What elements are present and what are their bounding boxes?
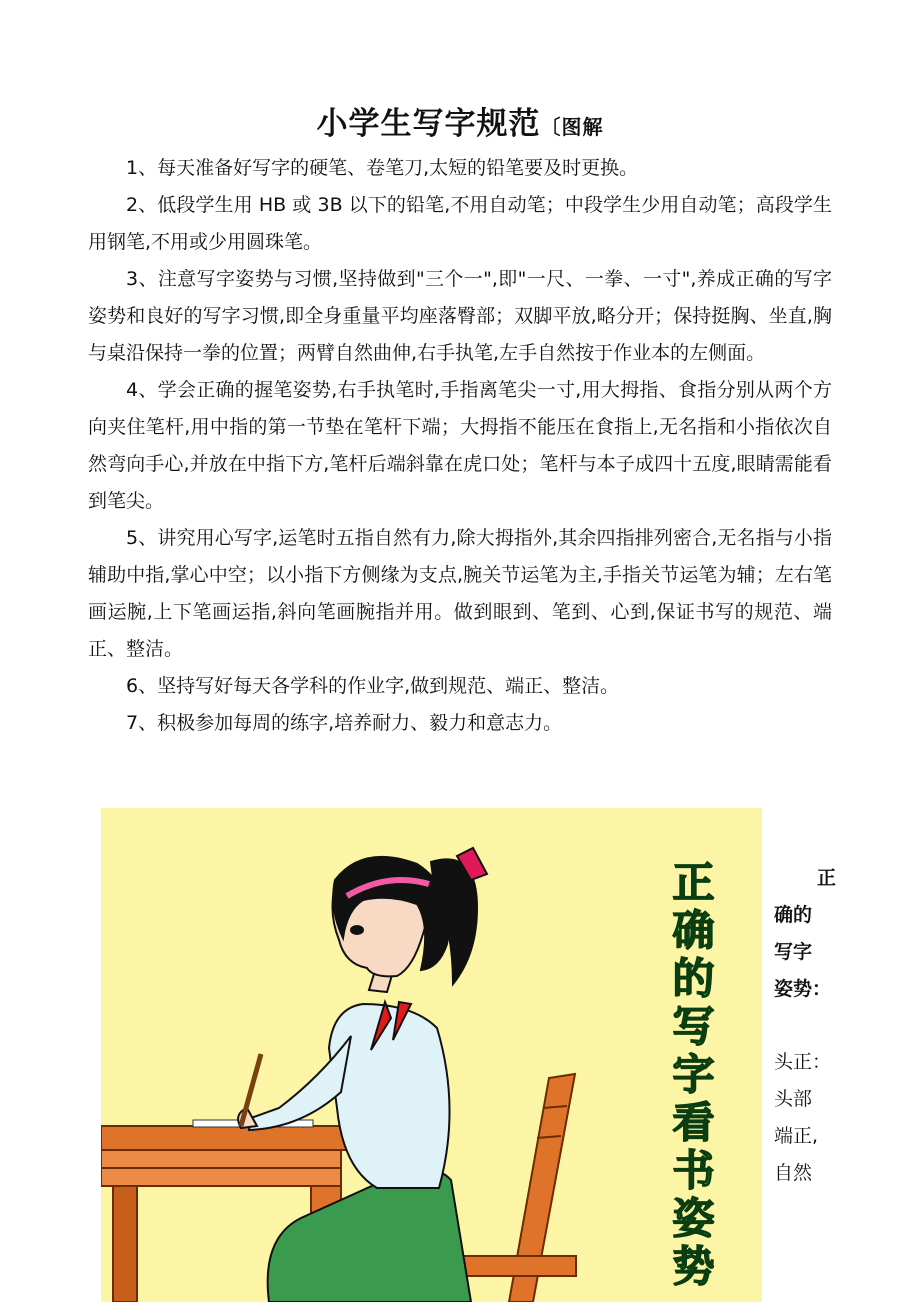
- side-heading-line-1: 正: [816, 867, 836, 889]
- rule-paragraph-7: 7、积极参加每周的练字,培养耐力、毅力和意志力。: [126, 712, 563, 734]
- posture-illustration-svg: [101, 808, 762, 1302]
- side-spacer: [774, 1008, 836, 1044]
- side-body-line-4: 自然: [774, 1162, 813, 1184]
- side-body-line-2: 头部: [774, 1088, 813, 1110]
- side-heading-line-3: 写字: [774, 941, 813, 963]
- side-body-line-1: 头正：: [774, 1051, 832, 1073]
- rule-paragraph-4: 4、学会正确的握笔姿势,右手执笔时,手指离笔尖一寸,用大拇指、食指分别从两个方向夹住笔杆,用中指的第一节垫在笔杆下端；大拇指不能压在食指上,无名指和小指依次自然弯向手心,并放在中指下方,笔杆后端斜靠在虎口处；笔杆与本子成四十五度,眼睛需能看到笔尖。: [88, 379, 832, 512]
- side-note: [774, 860, 836, 1192]
- title-suffix: 〔图解: [540, 115, 604, 139]
- title-main: 小学生写字规范: [316, 106, 541, 142]
- side-body-line-3: 端正,: [774, 1125, 819, 1147]
- rule-paragraph-1: 1、每天准备好写字的硬笔、卷笔刀,太短的铅笔要及时更换。: [126, 157, 639, 179]
- page-title: [0, 98, 920, 143]
- rule-paragraph-6: 6、坚持写好每天各学科的作业字,做到规范、端正、整洁。: [126, 675, 620, 697]
- rules-list: [88, 150, 832, 742]
- side-heading-line-2: 确的: [774, 904, 813, 926]
- rule-paragraph-5: 5、讲究用心写字,运笔时五指自然有力,除大拇指外,其余四指排列密合,无名指与小指辅助中指,掌心中空；以小指下方侧缘为支点,腕关节运笔为主,手指关节运笔为辅；左右笔画运腕,上下笔画运指,斜向笔画腕指并用。做到眼到、笔到、心到,保证书写的规范、端正、整洁。: [88, 527, 832, 660]
- rule-paragraph-2: 2、低段学生用 HB 或 3B 以下的铅笔,不用自动笔；中段学生少用自动笔；高段学生用钢笔,不用或少用圆珠笔。: [88, 194, 832, 253]
- illustration-caption: 正确的写字看书姿势: [666, 860, 716, 1292]
- rule-paragraph-3: 3、注意写字姿势与习惯,坚持做到"三个一",即"一尺、一拳、一寸",养成正确的写字姿势和良好的写字习惯,即全身重量平均座落臀部；双脚平放,略分开；保持挺胸、坐直,胸与桌沿保持一拳的位置；两臂自然曲伸,右手执笔,左手自然按于作业本的左侧面。: [88, 268, 832, 364]
- side-heading-line-4: 姿势：: [774, 978, 832, 1000]
- posture-illustration: [101, 808, 762, 1302]
